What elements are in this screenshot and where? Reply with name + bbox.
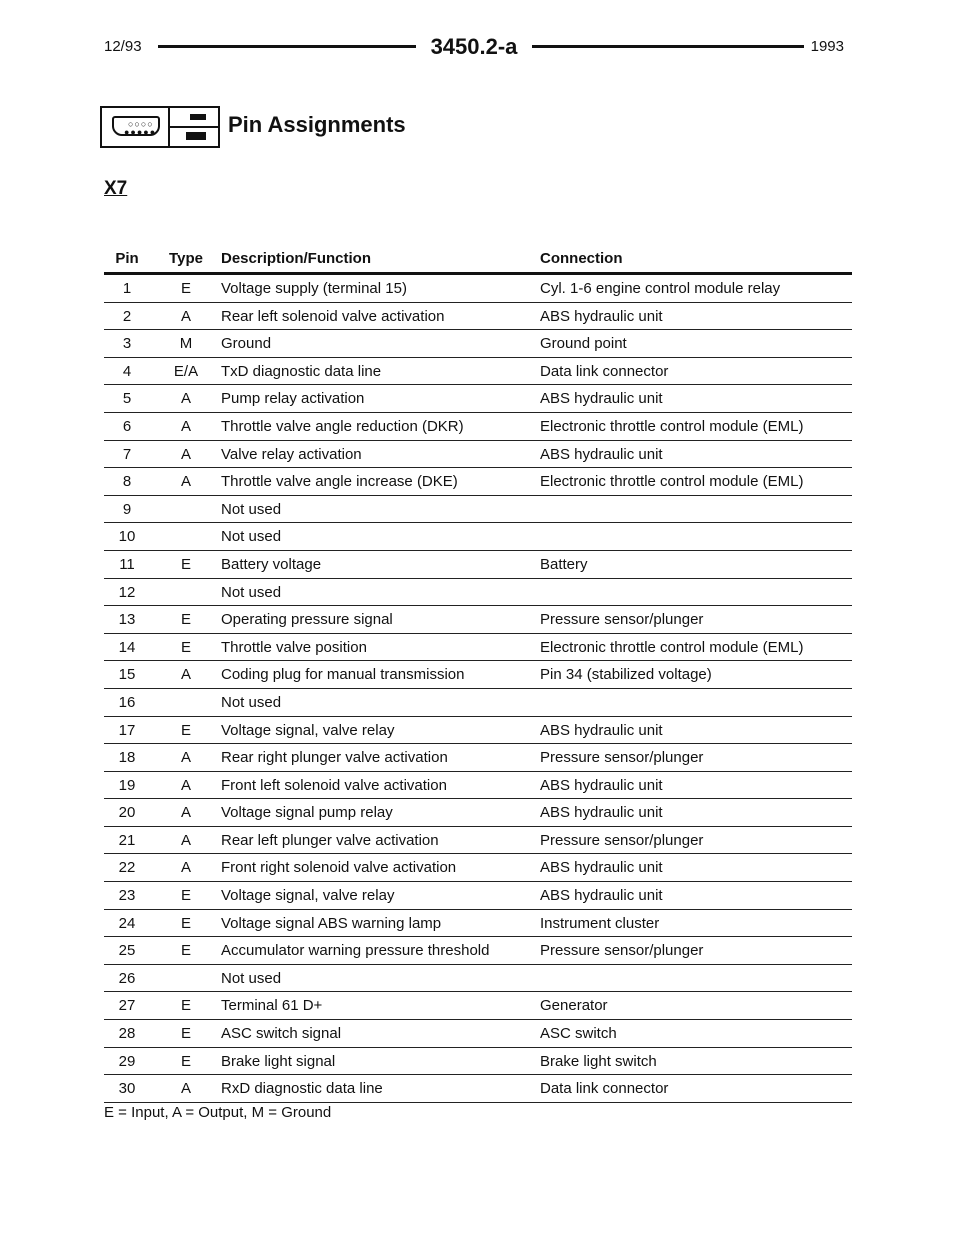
description-cell: Voltage signal, valve relay (221, 721, 395, 739)
description-cell: Front right solenoid valve activation (221, 859, 457, 877)
description-cell: Voltage signal ABS warning lamp (221, 914, 442, 932)
table-row (104, 634, 852, 662)
pin-cell: 16 (118, 693, 136, 711)
type-cell: A (180, 390, 191, 408)
type-cell: E (180, 914, 191, 932)
table-row (104, 1020, 852, 1048)
description-cell: Voltage signal pump relay (221, 804, 393, 822)
pin-cell: 20 (118, 804, 136, 822)
section-heading: X7 (104, 178, 128, 199)
type-cell: E (180, 611, 191, 629)
description-cell: Rear left solenoid valve activation (221, 307, 445, 325)
page-header (104, 34, 844, 58)
col-connection: Connection (540, 250, 623, 267)
table-row (104, 827, 852, 855)
pin-cell: 21 (118, 831, 136, 849)
pin-cell: 26 (118, 969, 136, 987)
pin-cell: 18 (118, 749, 136, 767)
table-row (104, 1048, 852, 1076)
pin-cell: 19 (118, 776, 136, 794)
description-cell: Front left solenoid valve activation (221, 776, 447, 794)
pin-table (104, 248, 852, 1103)
pin-cell: 11 (119, 555, 135, 573)
connection-cell: Pin 34 (stabilized voltage) (540, 666, 712, 684)
pin-cell: 12 (118, 583, 136, 601)
pin-cell: 4 (122, 362, 132, 380)
table-row (104, 992, 852, 1020)
connector-pinout-icon (100, 106, 220, 148)
description-cell: Throttle valve position (221, 638, 367, 656)
pin-cell: 1 (122, 280, 132, 297)
header-date: 12/93 (104, 38, 142, 55)
type-cell: A (180, 307, 191, 325)
type-cell: M (179, 335, 193, 353)
connection-cell: Pressure sensor/plunger (540, 831, 704, 849)
connection-cell: Battery (540, 555, 588, 573)
type-cell: E (180, 942, 191, 960)
connection-cell: ABS hydraulic unit (540, 390, 663, 408)
pin-cell: 15 (118, 666, 136, 684)
table-row (104, 772, 852, 800)
connection-cell: Instrument cluster (540, 914, 660, 932)
description-cell: Ground (221, 335, 272, 353)
type-cell: A (180, 1080, 191, 1098)
description-cell: Not used (221, 583, 282, 601)
type-cell: A (180, 473, 191, 491)
type-cell: E (180, 638, 191, 656)
pin-cell: 7 (122, 445, 132, 463)
table-row (104, 551, 852, 579)
table-row (104, 385, 852, 413)
connection-cell: Electronic throttle control module (EML) (540, 417, 804, 435)
connection-cell: Ground point (540, 335, 627, 353)
connection-cell: ASC switch (540, 1025, 617, 1043)
type-cell: E/A (173, 362, 199, 380)
table-row (104, 330, 852, 358)
table-row (104, 799, 852, 827)
type-cell: E (180, 1025, 191, 1043)
type-cell: A (180, 666, 191, 684)
table-row (104, 965, 852, 993)
type-cell: E (180, 555, 191, 573)
table-header (104, 248, 852, 272)
description-cell: Coding plug for manual transmission (221, 666, 465, 684)
pin-cell: 2 (122, 307, 132, 325)
description-cell: Voltage signal, valve relay (221, 887, 395, 905)
description-cell: TxD diagnostic data line (221, 362, 382, 380)
type-cell: E (180, 280, 191, 297)
header-year: 1993 (810, 38, 844, 55)
description-cell: Operating pressure signal (221, 611, 393, 629)
table-row (104, 303, 852, 331)
table-row (104, 358, 852, 386)
table-row (104, 579, 852, 607)
pin-cell: 9 (122, 500, 132, 518)
type-cell: A (180, 445, 191, 463)
pin-cell: 25 (118, 942, 136, 960)
type-cell: E (180, 887, 191, 905)
pin-cell: 28 (118, 1025, 136, 1043)
type-cell: E (180, 997, 191, 1015)
connection-cell: Pressure sensor/plunger (540, 611, 704, 629)
description-cell: Valve relay activation (221, 445, 362, 463)
table-row (104, 937, 852, 965)
description-cell: Accumulator warning pressure threshold (221, 942, 490, 960)
pin-cell: 17 (118, 721, 136, 739)
table-row (104, 275, 852, 303)
table-row (104, 854, 852, 882)
description-cell: ASC switch signal (221, 1025, 342, 1043)
pin-cell: 27 (118, 997, 136, 1015)
description-cell: RxD diagnostic data line (221, 1080, 383, 1098)
description-cell: Not used (221, 693, 282, 711)
pin-cell: 24 (118, 914, 136, 932)
pin-cell: 30 (118, 1080, 136, 1098)
type-cell: A (180, 749, 191, 767)
connection-cell: ABS hydraulic unit (540, 721, 663, 739)
table-row (104, 744, 852, 772)
table-row (104, 468, 852, 496)
type-cell: A (180, 804, 191, 822)
col-pin: Pin (115, 250, 139, 267)
connection-cell: Data link connector (540, 1080, 669, 1098)
description-cell: Not used (221, 500, 282, 518)
connection-cell: Pressure sensor/plunger (540, 749, 704, 767)
description-cell: Rear right plunger valve activation (221, 749, 448, 767)
connection-cell: Electronic throttle control module (EML) (540, 638, 804, 656)
pin-cell: 8 (122, 473, 132, 491)
connection-cell: Cyl. 1-6 engine control module relay (540, 280, 781, 297)
description-cell: Battery voltage (221, 555, 322, 573)
col-type: Type (169, 250, 203, 267)
description-cell: Not used (221, 969, 282, 987)
description-cell: Voltage supply (terminal 15) (221, 280, 407, 297)
table-row (104, 910, 852, 938)
pin-cell: 6 (122, 417, 132, 435)
plug-outline: ○○○○ ●●●●● (112, 116, 160, 136)
description-cell: Throttle valve angle increase (DKE) (221, 473, 458, 491)
connection-cell: ABS hydraulic unit (540, 445, 663, 463)
table-row (104, 689, 852, 717)
table-body (104, 275, 852, 1103)
table-row (104, 717, 852, 745)
pin-cell: 5 (122, 390, 132, 408)
connection-cell: ABS hydraulic unit (540, 776, 663, 794)
header-doc-number: 3450.2-a (430, 34, 518, 59)
description-cell: Pump relay activation (221, 390, 365, 408)
pin-cell: 14 (118, 638, 136, 656)
table-row (104, 882, 852, 910)
pin-cell: 29 (118, 1052, 136, 1070)
table-row (104, 441, 852, 469)
connection-cell: Data link connector (540, 362, 669, 380)
header-rule-right (532, 45, 804, 48)
table-row (104, 496, 852, 524)
description-cell: Terminal 61 D+ (221, 997, 323, 1015)
col-description: Description/Function (221, 250, 371, 267)
description-cell: Throttle valve angle reduction (DKR) (221, 417, 464, 435)
description-cell: Rear left plunger valve activation (221, 831, 439, 849)
connection-cell: ABS hydraulic unit (540, 859, 663, 877)
legend: E = Input, A = Output, M = Ground (104, 1104, 332, 1121)
type-cell: E (180, 721, 191, 739)
connection-cell: ABS hydraulic unit (540, 887, 663, 905)
table-row (104, 1075, 852, 1103)
type-cell: A (180, 859, 191, 877)
table-row (104, 606, 852, 634)
connection-cell: Electronic throttle control module (EML) (540, 473, 804, 491)
connection-cell: ABS hydraulic unit (540, 804, 663, 822)
table-row (104, 661, 852, 689)
table-row (104, 413, 852, 441)
connection-cell: ABS hydraulic unit (540, 307, 663, 325)
type-cell: A (180, 831, 191, 849)
pin-cell: 10 (118, 528, 136, 546)
connection-cell: Brake light switch (540, 1052, 657, 1070)
type-cell: E (180, 1052, 191, 1070)
connection-cell: Pressure sensor/plunger (540, 942, 704, 960)
connection-cell: Generator (540, 997, 608, 1015)
pin-cell: 13 (118, 611, 136, 629)
header-rule-left (158, 45, 416, 48)
type-cell: A (180, 776, 191, 794)
pin-cell: 23 (118, 887, 136, 905)
page-title: Pin Assignments (228, 112, 406, 137)
description-cell: Not used (221, 528, 282, 546)
pin-cell: 22 (118, 859, 136, 877)
description-cell: Brake light signal (221, 1052, 336, 1070)
table-row (104, 523, 852, 551)
pin-cell: 3 (122, 335, 132, 353)
type-cell: A (180, 417, 191, 435)
